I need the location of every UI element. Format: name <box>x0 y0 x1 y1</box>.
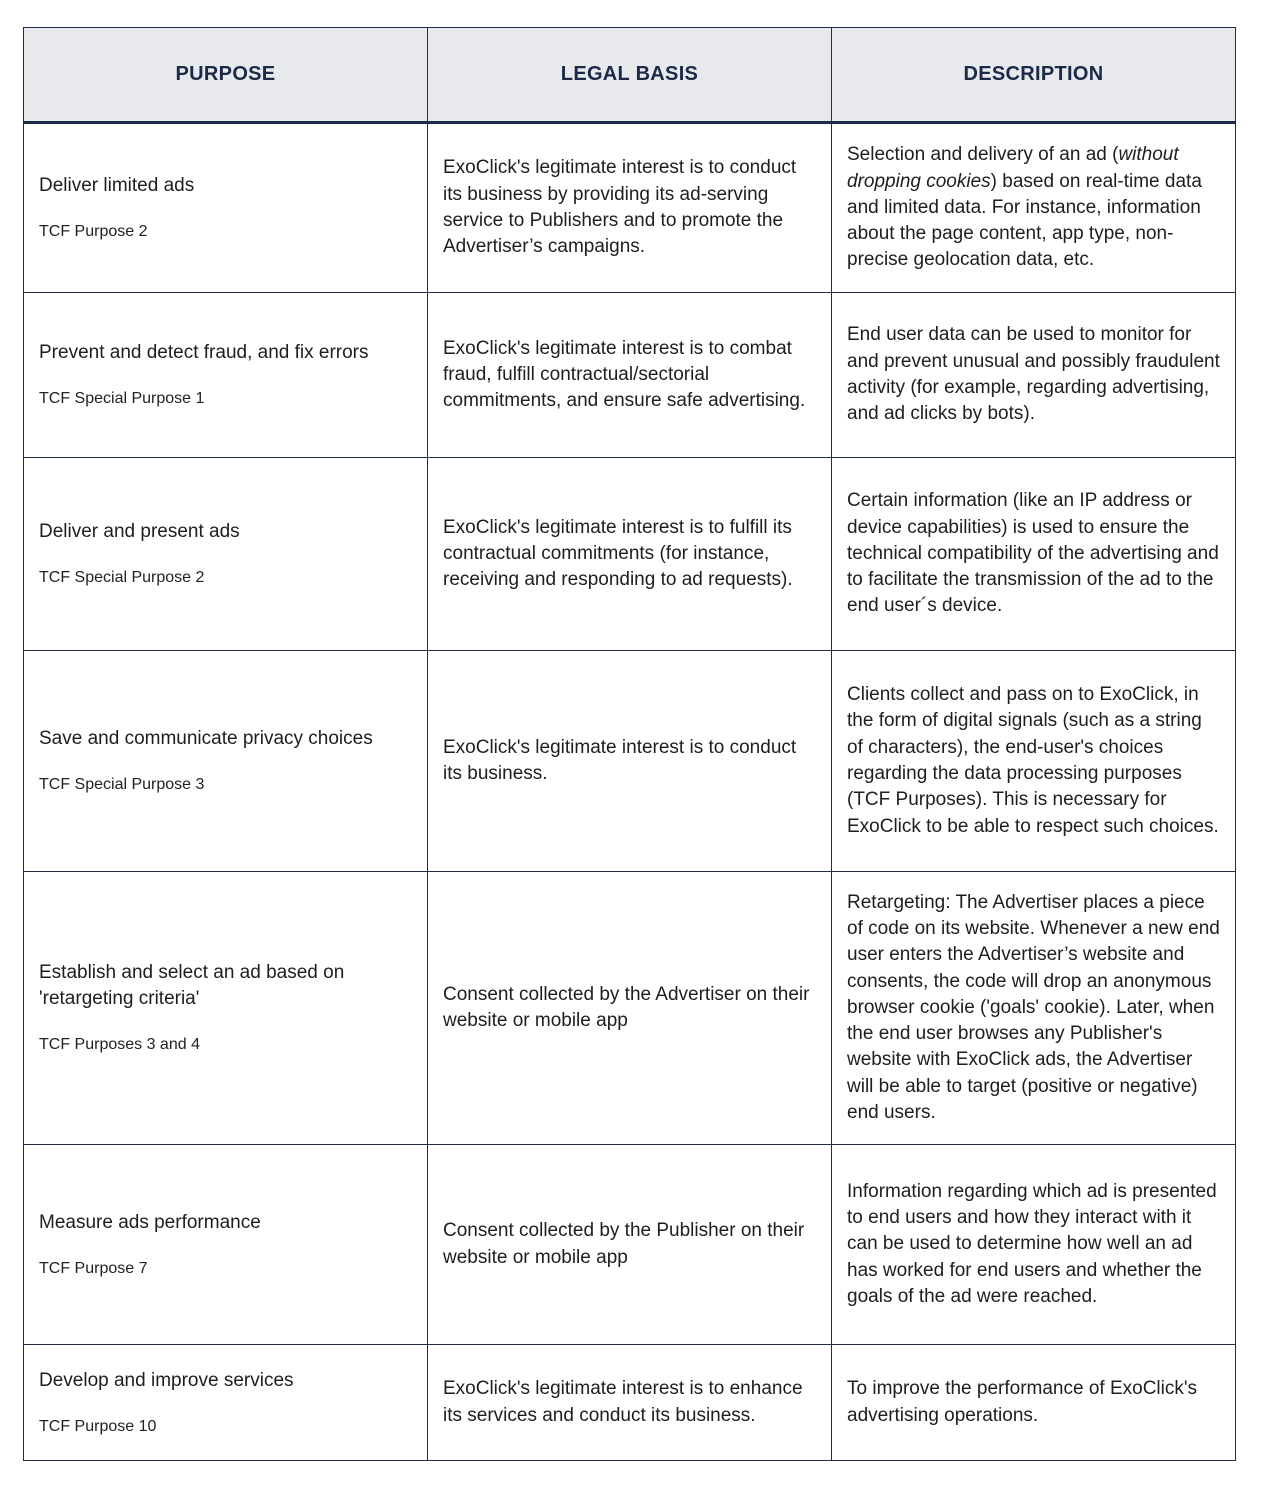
purpose-title: Save and communicate privacy choices <box>39 728 373 749</box>
purpose-cell <box>24 293 428 458</box>
description-text: ) based on real-time data and limited data. For instance, information about the page content, app type, non-precise geolocation data, etc. <box>847 170 1202 271</box>
legal-basis-cell: Consent collected by the Publisher on their website or mobile app <box>428 1145 832 1345</box>
purpose-cell <box>24 1145 428 1345</box>
purpose-cell <box>24 651 428 872</box>
table-row <box>24 651 1236 872</box>
table-row <box>24 1145 1236 1345</box>
description-cell: Retargeting: The Advertiser places a piece of code on its website. Whenever a new end user enters the Advertiser’s website and consents, the code will drop an anonymous browser cookie ('goals' cookie). Later, when the end user browses any Publisher's website with ExoClick ads, the Advertiser will be able to target (positive or negative) end users. <box>832 872 1236 1145</box>
description-text: Selection and delivery of an ad ( <box>847 144 1119 166</box>
header-purpose: PURPOSE <box>24 28 428 123</box>
purpose-title: Measure ads performance <box>39 1211 261 1233</box>
purposes-table-container <box>23 27 1235 1461</box>
purpose-cell <box>24 458 428 651</box>
legal-basis-cell: ExoClick's legitimate interest is to conduct its business by providing its ad-serving service to Publishers and to promote the Advertiser’s campaigns. <box>428 123 832 293</box>
description-cell: Certain information (like an IP address or device capabilities) is used to ensure the technical compatibility of the advertising and to facilitate the transmission of the ad to the end user´s device. <box>832 458 1236 651</box>
description-emphasis: without dropping cookies <box>847 144 1179 192</box>
purpose-title: Prevent and detect fraud, and fix errors <box>39 342 369 363</box>
purpose-cell <box>24 872 428 1145</box>
header-row <box>24 28 1236 123</box>
table-row <box>24 123 1236 293</box>
description-cell: To improve the performance of ExoClick's advertising operations. <box>832 1345 1236 1461</box>
header-legal-basis: LEGAL BASIS <box>428 28 832 123</box>
purpose-title: Develop and improve services <box>39 1369 294 1391</box>
table-row <box>24 293 1236 458</box>
table-header <box>24 28 1236 123</box>
description-cell: Clients collect and pass on to ExoClick, in the form of digital signals (such as a string of characters), the end-user's choices regarding the data processing purposes (TCF Purposes). This is necessary for ExoClick to be able to respect such choices. <box>832 651 1236 872</box>
purpose-tcf-label: TCF Purpose 10 <box>39 1417 157 1435</box>
header-description: DESCRIPTION <box>832 28 1236 123</box>
table-row <box>24 872 1236 1145</box>
purpose-tcf-label: TCF Purpose 2 <box>39 223 148 240</box>
legal-basis-cell: ExoClick's legitimate interest is to enhance its services and conduct its business. <box>428 1345 832 1461</box>
purpose-title: Deliver and present ads <box>39 521 240 542</box>
table-row <box>24 458 1236 651</box>
purpose-title: Deliver limited ads <box>39 175 195 196</box>
table-row <box>24 1345 1236 1461</box>
purpose-tcf-label: TCF Purposes 3 and 4 <box>39 1036 200 1053</box>
table-body <box>24 123 1236 1461</box>
legal-basis-cell: Consent collected by the Advertiser on their website or mobile app <box>428 872 832 1145</box>
purpose-cell <box>24 1345 428 1461</box>
purposes-table <box>23 27 1236 1461</box>
purpose-cell <box>24 123 428 293</box>
purpose-tcf-label: TCF Purpose 7 <box>39 1259 148 1277</box>
legal-basis-cell: ExoClick's legitimate interest is to fulfill its contractual commitments (for instance, receiving and responding to ad requests). <box>428 458 832 651</box>
purpose-tcf-label: TCF Special Purpose 1 <box>39 390 205 407</box>
description-cell: Information regarding which ad is presented to end users and how they interact with it can be used to determine how well an ad has worked for end users and whether the goals of the ad were reached. <box>832 1145 1236 1345</box>
description-cell <box>832 123 1236 293</box>
legal-basis-cell: ExoClick's legitimate interest is to conduct its business. <box>428 651 832 872</box>
purpose-title: Establish and select an ad based on 'retargeting criteria' <box>39 962 345 1009</box>
description-cell: End user data can be used to monitor for and prevent unusual and possibly fraudulent activity (for example, regarding advertising, and ad clicks by bots). <box>832 293 1236 458</box>
purpose-tcf-label: TCF Special Purpose 2 <box>39 569 205 586</box>
purpose-tcf-label: TCF Special Purpose 3 <box>39 776 205 793</box>
legal-basis-cell: ExoClick's legitimate interest is to combat fraud, fulfill contractual/sectorial commitments, and ensure safe advertising. <box>428 293 832 458</box>
